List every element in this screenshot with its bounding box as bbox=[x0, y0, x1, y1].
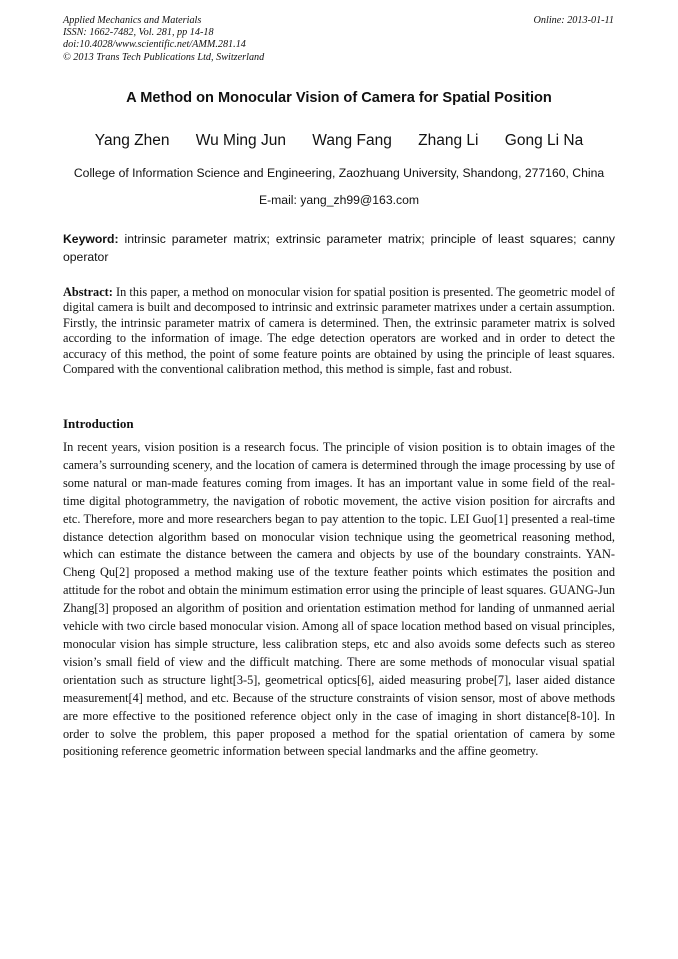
introduction-heading: Introduction bbox=[63, 416, 134, 431]
abstract-label: Abstract: bbox=[63, 285, 113, 299]
author-name: Wu Ming Jun bbox=[195, 132, 286, 149]
author-name: Yang Zhen bbox=[94, 132, 170, 149]
issn-line: ISSN: 1662-7482, Vol. 281, pp 14-18 bbox=[63, 27, 214, 39]
affiliation: College of Information Science and Engineering, Zaozhuang University, Shandong, 277160, China bbox=[73, 166, 605, 180]
author-email: E-mail: yang_zh99@163.com bbox=[258, 193, 420, 207]
online-date: Online: 2013-01-11 bbox=[533, 15, 614, 26]
author-list bbox=[0, 132, 678, 150]
keywords-text: intrinsic parameter matrix; extrinsic parameter matrix; principle of least squares; canny operator bbox=[63, 232, 616, 264]
abstract-text: In this paper, a method on monocular vision for spatial position is presented. The geometric model of digital camera is built and decomposed to intrinsic and extrinsic parameter matrixes under a certain assumption. Firstly, the intrinsic parameter matrix of camera is determined. Then, the extrinsic parameter matrix is solved according to the information of image. The edge detection operators are worked and in order to detect the accuracy of this method, the point of some feature points are obtained by using the principle of least squares. Compared with the conventional calibration method, this method is simple, fast and robust. bbox=[63, 285, 616, 377]
doi-line: doi:10.4028/www.scientific.net/AMM.281.14 bbox=[63, 39, 246, 51]
author-name: Zhang Li bbox=[418, 132, 479, 149]
journal-name: Applied Mechanics and Materials bbox=[63, 15, 202, 26]
copyright-line: © 2013 Trans Tech Publications Ltd, Switzerland bbox=[63, 51, 265, 63]
keywords-label: Keyword: bbox=[63, 232, 119, 246]
journal-header bbox=[63, 15, 264, 64]
introduction-text: In recent years, vision position is a research focus. The principle of vision position is to obtain images of the camera’s surrounding scenery, and the location of camera is determined through the image processing by use of some natural or man-made features coming from images. It has an important value in some field of the real-time digital photogrammetry, the navigation of robotic movement, the active vision position for aircrafts and etc. Therefore, more and more researchers began to pay attention to the topic. LEI Guo[1] presented a real-time distance detection algorithm based on monocular vision technique using the geometrical reasoning method, which can estimate the distance between the camera and objects by use of the boundary constraints. YAN-Cheng Qu[2] proposed a method making use of the texture feather points which estimates the position and attitude for the robot and obtain the minimum estimation error using the principle of least squares. GUANG-Jun Zhang[3] proposed an algorithm of position and orientation estimation method for landing of unmanned aerial vehicle with two circle based monocular vision. Among all of space location method based on visual principles, monocular vision has simple structure, less calibration steps, etc and also avoids some defects such as stereo vision’s small field of view and the difficult matching. There are some methods of monocular visual spatial orientation such as structure light[3-5], geometrical optics[6], aided measuring probe[7], laser aided distance measurement[4] method, and etc. Because of the structure constraints of vision sensor, most of above methods are more effective to the positioned reference object only in the case of imaging in short distance[8-10]. In order to solve the problem, this paper proposed a method for the spatial orientation of camera by some positioning reference geometric information between special landmarks and the affine geometry. bbox=[63, 440, 615, 759]
author-name: Gong Li Na bbox=[504, 132, 584, 149]
abstract-block bbox=[63, 285, 615, 377]
author-name: Wang Fang bbox=[312, 132, 392, 149]
paper-title: A Method on Monocular Vision of Camera for Spatial Position bbox=[126, 90, 552, 106]
keywords-block bbox=[63, 230, 615, 266]
